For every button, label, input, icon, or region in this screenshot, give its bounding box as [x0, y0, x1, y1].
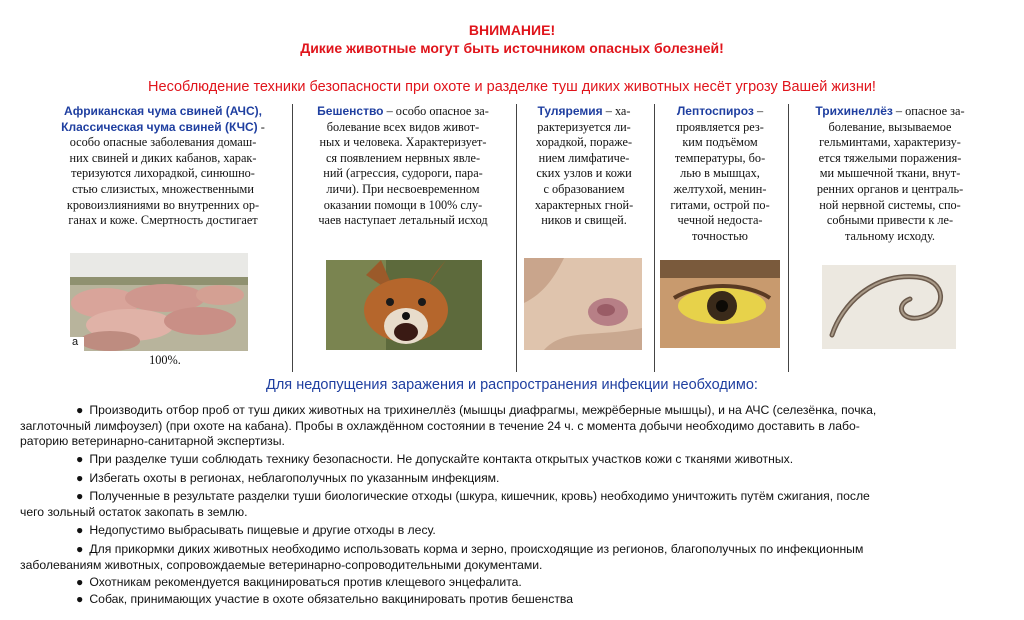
measures-heading: Для недопущения заражения и распространения инфекции необходимо:	[266, 377, 758, 393]
disease-name: Классическая чума свиней (КЧС)	[61, 119, 258, 134]
safety-warning: Несоблюдение техники безопасности при охоте и разделке туш диких животных несёт угрозу Вашей жизни!	[148, 79, 876, 95]
disease-column-rabies: Бешенство – особо опасное за- болевание всех видов живот- ных и человека. Характеризует- ся появлением нервных явле- ний (агрессия, судороги, пара- личи). При несвоевременном оказании помощи в 100% слу- чаев наступает летальный исход	[317, 104, 489, 228]
disease-name: Трихинеллёз	[815, 104, 893, 118]
jaundice-eye-photo	[660, 260, 780, 348]
measure-item: ● Собак, принимающих участие в охоте обязательно вакцинировать против бешенства	[76, 592, 574, 606]
disease-name: Туляремия	[537, 104, 603, 118]
bullet-icon: ●	[76, 471, 84, 485]
subtitle-heading: Дикие животные могут быть источником опасных болезней!	[300, 40, 724, 56]
bullet-icon: ●	[76, 489, 84, 503]
measure-item: ● Полученные в результате разделки туши биологические отходы (шкура, кишечник, кровь) необходимо уничтожить путём сжигания, после чего зольный остаток закопать в землю.	[20, 489, 870, 519]
bullet-icon: ●	[76, 542, 84, 556]
trichinella-photo	[822, 265, 956, 349]
bullet-icon: ●	[76, 452, 84, 466]
measure-item: ● Недопустимо выбрасывать пищевые и другие отходы в лесу.	[76, 523, 436, 537]
measure-item: ● Избегать охоты в регионах, неблагополучных по указанным инфекциям.	[76, 471, 500, 485]
measure-item: ● Производить отбор проб от туш диких животных на трихинеллёз (мышцы диафрагмы, межрёберные мышцы), и на АЧС (селезёнка, почка, заглоточный лимфоузел) (при охоте на кабана). Пробы в охлаждённом состоянии в течение 24 ч. с момента добычи необходимо доставить в лабо- раторию ветеринарно-санитарной экспертизы.	[20, 403, 877, 448]
disease-name: Африканская чума свиней (АЧС),	[64, 104, 262, 118]
bullet-icon: ●	[76, 575, 84, 589]
image-label: а	[72, 336, 79, 348]
measure-item: ● Охотникам рекомендуется вакцинироваться против клещевого энцефалита.	[76, 575, 522, 589]
disease-column-trichinellosis: Трихинеллёз – опасное за- болевание, вызываемое гельминтами, характеризу- ется тяжелыми поражения- ми мышечной ткани, внут- ренних органов и централь- ной нервной системы, спо- собными привести к ле- тальному исходу.	[815, 104, 965, 243]
disease-name: Лептоспироз	[676, 104, 754, 118]
column-divider	[788, 104, 789, 372]
neck-lesion-photo	[524, 258, 642, 350]
disease-name: Бешенство	[317, 104, 384, 118]
column-divider	[516, 104, 517, 372]
bullet-icon: ●	[76, 592, 84, 606]
measure-item: ● При разделке туши соблюдать технику безопасности. Не допускайте контакта открытых участков кожи с тканями животных.	[76, 452, 794, 466]
disease-column-leptospirosis: Лептоспироз – проявляется рез- ким подъёмом температуры, бо- лью в мышцах, желтухой, менин- гитами, острой по- чечной недоста- точностью	[670, 104, 770, 243]
attention-heading: ВНИМАНИЕ!	[468, 22, 556, 38]
fox-photo	[326, 260, 482, 350]
measure-item: ● Для прикормки диких животных необходимо использовать корма и зерно, происходящие из регионов, благополучных по инфекционным заболеваниям животных, сопровождаемые ветеринарно-сопроводительными документами.	[20, 542, 864, 572]
disease-column-asf: Африканская чума свиней (АЧС), Классическая чума свиней (КЧС) - особо опасные заболевания домаш- них свиней и диких кабанов, харак- теризуются лихорадкой, синюшно- стью слизистых, множественными кровоизлияниями во внутренних ор- ганах и коже. Смертность достигает	[36, 104, 290, 372]
bullet-icon: ●	[76, 523, 84, 537]
column-divider	[292, 104, 293, 372]
column-divider	[654, 104, 655, 372]
mortality-value: 100%.	[149, 353, 181, 367]
disease-column-tularemia: Туляремия – ха- рактеризуется ли- хорадкой, пораже- нием лимфатиче- ских узлов и кожи с образованием характерных гной- ников и свищей.	[534, 104, 634, 228]
pigs-photo	[70, 253, 248, 351]
bullet-icon: ●	[76, 403, 84, 417]
